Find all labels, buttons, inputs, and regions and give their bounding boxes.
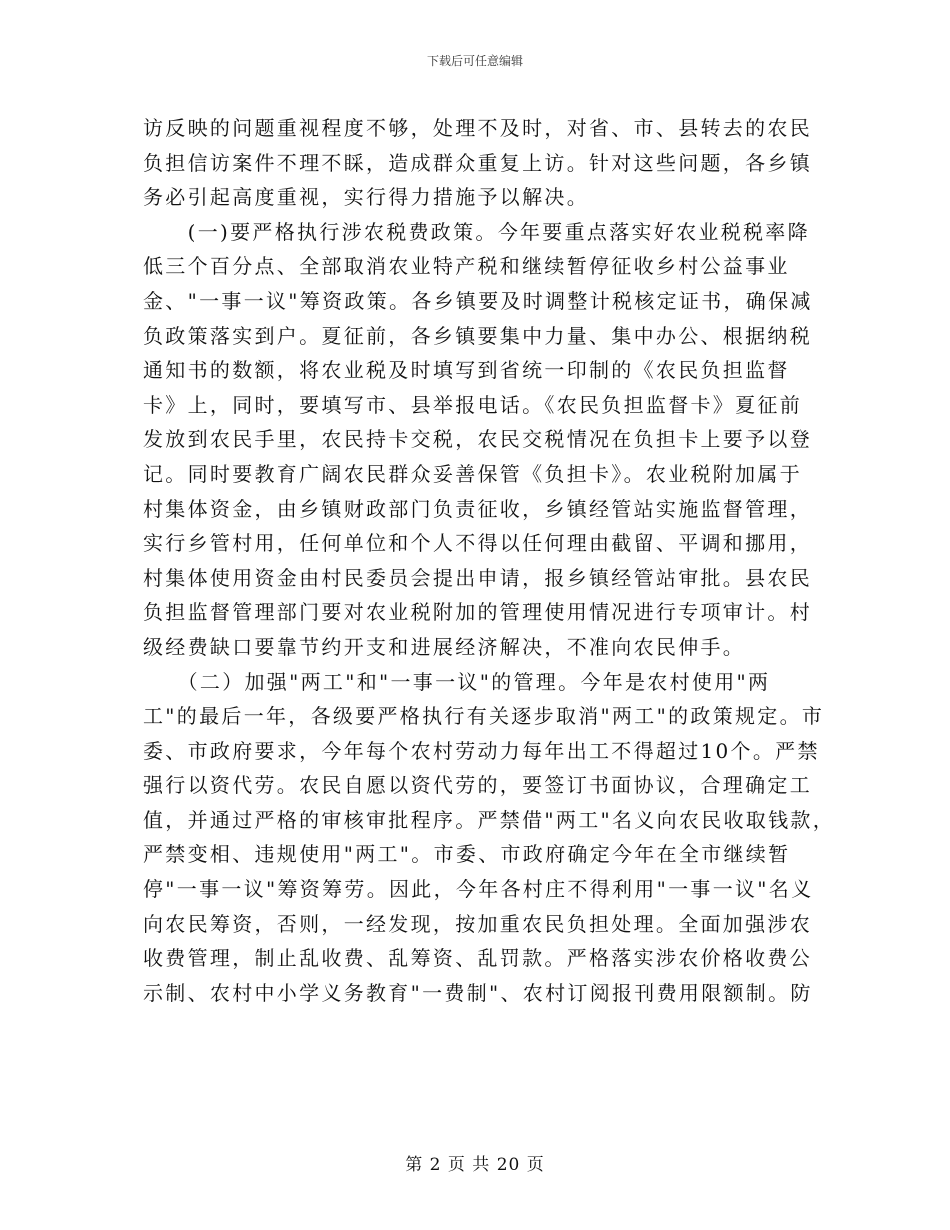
body-line: (一)要严格执行涉农税费政策。今年要重点落实好农业税税率降 <box>143 219 810 244</box>
body-line: 负担监督管理部门要对农业税附加的管理使用情况进行专项审计。村 <box>143 600 812 625</box>
body-line: 低三个百分点、全部取消农业特产税和继续暂停征收乡村公益事业 <box>143 254 790 279</box>
body-line: 负担信访案件不理不睬，造成群众重复上访。针对这些问题，各乡镇 <box>143 150 812 175</box>
body-line: 记。同时要教育广阔农民群众妥善保管《负担卡》。农业税附加属于 <box>143 461 802 486</box>
body-line: 值，并通过严格的审核审批程序。严禁借"两工"名义向农民收取钱款， <box>143 807 835 832</box>
body-line: 实行乡管村用，任何单位和个人不得以任何理由截留、平调和挪用， <box>143 531 812 556</box>
document-body <box>143 111 835 1010</box>
page-number-footer: 第 2 页 共 20 页 <box>405 1155 545 1175</box>
body-line: 工"的最后一年，各级要严格执行有关逐步取消"两工"的政策规定。市 <box>143 704 825 729</box>
body-line: 负政策落实到户。夏征前，各乡镇要集中力量、集中办公、根据纳税 <box>143 323 812 348</box>
body-line: 向农民筹资，否则，一经发现，按加重农民负担处理。全面加强涉农 <box>143 911 812 936</box>
body-line: 停"一事一议"筹资筹劳。因此，今年各村庄不得利用"一事一议"名义 <box>143 877 814 902</box>
body-line: 卡》上，同时，要填写市、县举报电话。《农民负担监督卡》夏征前 <box>143 392 802 417</box>
body-line: 级经费缺口要靠节约开支和进展经济解决，不准向农民伸手。 <box>143 634 746 659</box>
body-line: 务必引起高度重视，实行得力措施予以解决。 <box>143 185 589 210</box>
body-line: 收费管理，制止乱收费、乱筹资、乱罚款。严格落实涉农价格收费公 <box>143 946 812 971</box>
body-line: 示制、农村中小学义务教育"一费制"、农村订阅报刊费用限额制。防 <box>143 980 813 1005</box>
body-line: 通知书的数额，将农业税及时填写到省统一印制的《农民负担监督 <box>143 358 790 383</box>
body-line: 强行以资代劳。农民自愿以资代劳的，要签订书面协议，合理确定工 <box>143 773 812 798</box>
body-line: 严禁变相、违规使用"两工"。市委、市政府确定今年在全市继续暂 <box>143 842 791 867</box>
body-line: 金、"一事一议"筹资政策。各乡镇要及时调整计税核定证书，确保减 <box>143 288 813 313</box>
body-line: 访反映的问题重视程度不够，处理不及时，对省、市、县转去的农民 <box>143 116 812 140</box>
body-line: 发放到农民手里，农民持卡交税，农民交税情况在负担卡上要予以登 <box>143 427 812 452</box>
page-header: 下载后可任意编辑 <box>426 54 523 68</box>
body-line: （二）加强"两工"和"一事一议"的管理。今年是农村使用"两 <box>143 669 771 694</box>
body-line: 村集体资金，由乡镇财政部门负责征收，乡镇经管站实施监督管理， <box>143 496 812 521</box>
body-line: 村集体使用资金由村民委员会提出申请，报乡镇经管站审批。县农民 <box>143 565 812 590</box>
body-line: 委、市政府要求，今年每个农村劳动力每年出工不得超过10个。严禁 <box>143 738 820 763</box>
